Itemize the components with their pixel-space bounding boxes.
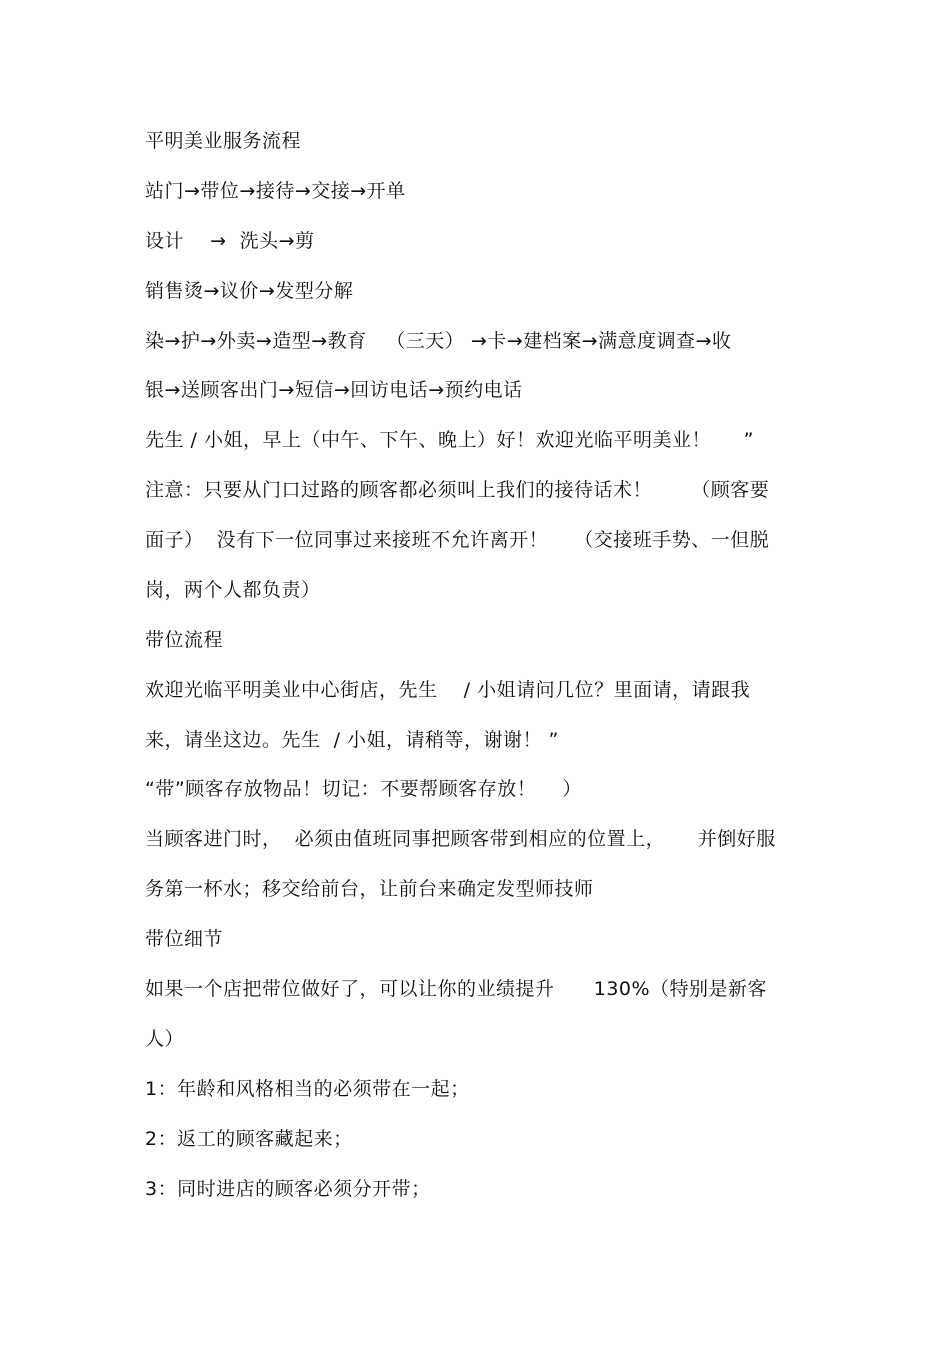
- text-line: 染→护→外卖→造型→教育 （三天） →卡→建档案→满意度调查→收: [145, 330, 732, 352]
- list-item: 2：返工的顾客藏起来；: [145, 1128, 353, 1150]
- text-line: 银→送顾客出门→短信→回访电话→预约电话: [145, 379, 523, 401]
- text-line: 岗，两个人都负责）: [145, 579, 321, 601]
- section-heading: 带位流程: [145, 629, 224, 651]
- text-line: 注意：只要从门口过路的顾客都必须叫上我们的接待话术！ （顾客要: [145, 479, 770, 501]
- text-line: 先生 / 小姐，早上（中午、下午、晚上）好！欢迎光临平明美业！ ”: [145, 429, 755, 451]
- section-heading: 带位细节: [145, 928, 224, 950]
- list-item: 3：同时进店的顾客必须分开带；: [145, 1178, 431, 1200]
- text-line: “带”顾客存放物品！切记：不要帮顾客存放！ ）: [145, 778, 582, 800]
- text-line: 设计 → 洗头→剪: [145, 230, 315, 252]
- text-line: 来，请坐这边。先生 / 小姐，请稍等，谢谢！ ”: [145, 729, 559, 751]
- text-line: 站门→带位→接待→交接→开单: [145, 180, 406, 202]
- list-item: 1：年龄和风格相当的必须带在一起；: [145, 1078, 470, 1100]
- text-line: 务第一杯水；移交给前台，让前台来确定发型师技师: [145, 878, 594, 900]
- text-line: 当顾客进门时， 必须由值班同事把顾客带到相应的位置上， 并倒好服: [145, 828, 776, 850]
- document-title: 平明美业服务流程: [145, 130, 302, 152]
- text-line: 欢迎光临平明美业中心街店，先生 / 小姐请问几位？里面请，请跟我: [145, 679, 751, 701]
- text-line: 销售烫→议价→发型分解: [145, 280, 354, 302]
- text-line: 人）: [145, 1028, 185, 1050]
- text-line: 如果一个店把带位做好了，可以让你的业绩提升 130%（特别是新客: [145, 978, 768, 1000]
- text-line: 面子） 没有下一位同事过来接班不允许离开！ （交接班手势、一但脱: [145, 529, 770, 551]
